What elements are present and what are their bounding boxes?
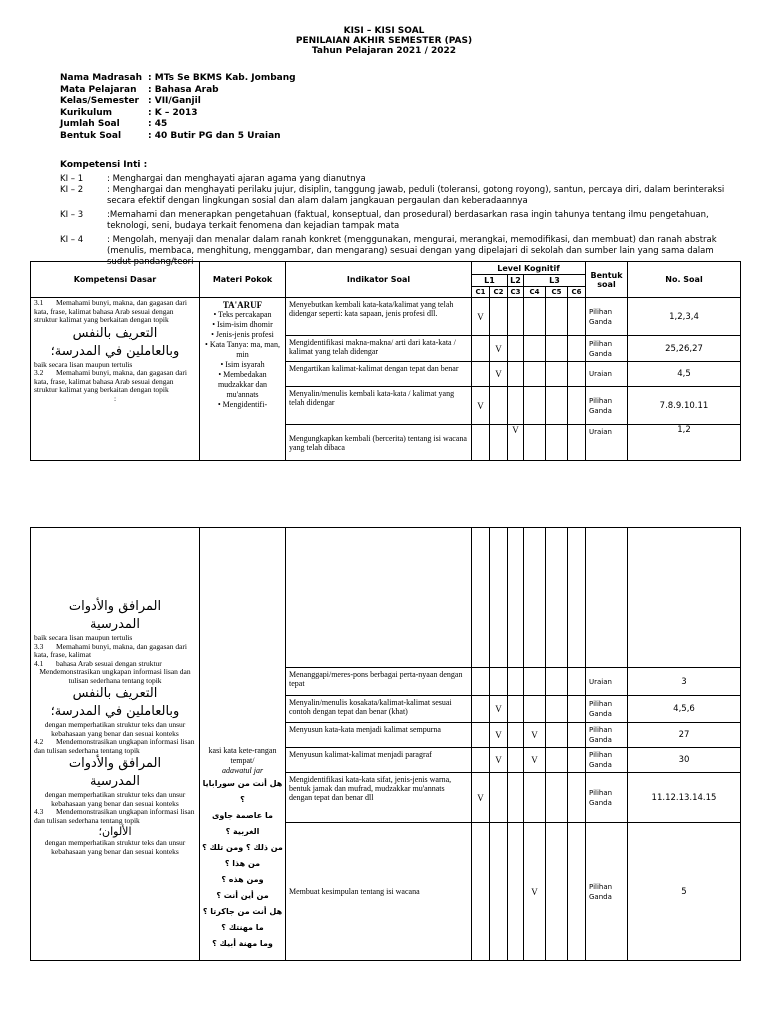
kd-arabic: التعريف بالنفس: [72, 325, 158, 341]
level-check: [490, 298, 508, 336]
materi-title: TA'ARUF: [222, 300, 263, 310]
ki-code: KI – 1: [60, 174, 84, 184]
kd-number: 4.1: [34, 658, 44, 668]
level-check: [546, 528, 568, 668]
level-check: [568, 528, 586, 668]
level-check: [524, 336, 546, 362]
kd-text: bahasa Arab sesuai dengan struktur: [56, 658, 162, 668]
info-label: Mata Pelajaran: [60, 84, 137, 95]
kd-number: 4.2: [34, 737, 44, 746]
level-check: [546, 773, 568, 823]
level-check: [508, 362, 524, 387]
info-value: : 40 Butir PG dan 5 Uraian: [148, 130, 281, 141]
kd-text: Memahami bunyi, makna, dan gagasan dari kata, frase, kalimat bahasa Arab sesuai dengan struktur kalimat yang berkaitan dengan topik: [34, 368, 188, 394]
level-check: [472, 748, 490, 773]
level-check: [546, 668, 568, 696]
indikator-cell: Menyusun kata-kata menjadi kalimat sempurna: [286, 723, 472, 748]
kd-number: 3.3: [34, 641, 44, 651]
level-check: [546, 696, 568, 723]
level-check: [472, 696, 490, 723]
level-check: [568, 823, 586, 961]
level-check: [490, 823, 508, 961]
level-check: [568, 748, 586, 773]
level-check: [568, 387, 586, 425]
kd-text: Memahami bunyi, makna, dan gagasan dari kata, frase, kalimat bahasa Arab sesuai dengan struktur kalimat yang berkaitan dengan topik: [34, 298, 188, 324]
bentuk-cell: Pilihan Ganda: [586, 298, 628, 336]
bentuk-cell: Pilihan Ganda: [586, 773, 628, 823]
nomor-cell: 4,5,6: [628, 696, 741, 723]
indikator-cell: [286, 528, 472, 668]
nomor-cell: 4,5: [628, 362, 741, 387]
level-check: [568, 298, 586, 336]
ki-code: KI – 4: [60, 235, 84, 245]
level-check: [546, 425, 568, 461]
level-check: [546, 748, 568, 773]
level-check: [568, 362, 586, 387]
level-check: V: [490, 336, 508, 362]
kd-arabic: المدرسية: [90, 617, 140, 632]
level-check: V: [472, 773, 490, 823]
level-check: [524, 773, 546, 823]
info-label: Nama Madrasah: [60, 73, 143, 83]
level-check: [546, 336, 568, 362]
nomor-cell: 3: [628, 668, 741, 696]
kd-cell: [31, 298, 200, 461]
bentuk-cell: Uraian: [586, 668, 628, 696]
level-check: [568, 425, 586, 461]
level-check: [568, 668, 586, 696]
bentuk-cell: [586, 528, 628, 668]
ki-row: [60, 210, 736, 232]
info-label: Kurikulum: [60, 107, 113, 118]
level-check: [490, 425, 508, 461]
header-materi: Materi Pokok: [200, 262, 286, 298]
kd-number: 3.2: [34, 368, 44, 377]
materi-cell: [200, 528, 286, 961]
table-row: [31, 528, 741, 668]
ki-text: :Memahami dan menerapkan pengetahuan (faktual, konseptual, dan prosedural) berdasarkan rasa ingin tahunya tentang ilmu pengetahuan, teknologi, seni, budaya terkait fenomena dan kejadian tampak mata: [107, 210, 709, 231]
kd-arabic: وبالعاملين في المدرسة؛: [50, 704, 180, 719]
doc-year: Tahun Pelajaran 2021 / 2022: [311, 46, 457, 56]
level-check: [508, 336, 524, 362]
level-check: [490, 528, 508, 668]
level-check: [546, 823, 568, 961]
level-check: [568, 773, 586, 823]
info-value: : MTs Se BKMS Kab. Jombang: [148, 73, 296, 83]
kd-arabic: التعريف بالنفس: [72, 686, 158, 701]
kd-arabic: المرافق والأدوات: [68, 599, 162, 614]
header-bentuk: Bentuk soal: [586, 262, 628, 298]
identity-block: [60, 73, 296, 142]
kd-text: dengan memperhatikan struktur teks dan unsur kebahasaan yang benar dan sesuai konteks: [44, 790, 186, 808]
materi-arabic: من أين أنت ؟: [216, 891, 269, 900]
level-check: [472, 336, 490, 362]
header-no: No. Soal: [628, 262, 741, 298]
level-check: [524, 387, 546, 425]
indikator-cell: Menyusun kalimat-kalimat menjadi paragraf: [286, 748, 472, 773]
level-check: [546, 723, 568, 748]
level-check: [546, 387, 568, 425]
level-check: [524, 696, 546, 723]
nomor-cell: 7.8.9.10.11: [628, 387, 741, 425]
nomor-cell: 25,26,27: [628, 336, 741, 362]
materi-arabic: ما عاصمة جاوى الغربية ؟: [211, 811, 273, 836]
kd-text: Mendemonstrasikan ungkapan informasi lisan dan tulisan sederhana tentang topik: [39, 667, 191, 685]
level-check: [508, 387, 524, 425]
level-check: [490, 387, 508, 425]
ki-text: : Menghargai dan menghayati ajaran agama yang dianutnya: [107, 174, 366, 184]
header-l1: L1: [472, 275, 508, 287]
ki-code: KI – 3: [60, 210, 84, 220]
kd-arabic: المرافق والأدوات: [68, 756, 162, 771]
indikator-cell: Mengungkapkan kembali (bercerita) tentang isi wacana yang telah dibaca: [286, 425, 472, 461]
materi-arabic: ما مهنتك ؟: [221, 923, 264, 932]
level-check: V: [472, 298, 490, 336]
level-check: V: [490, 748, 508, 773]
nomor-cell: 30: [628, 748, 741, 773]
kd-text: Mendemonstrasikan ungkapan informasi lisan dan tulisan sederhana tentang topik: [34, 737, 195, 755]
kd-text: dengan memperhatikan struktur teks dan unsur kebahasaan yang benar dan sesuai konteks: [44, 720, 186, 738]
level-check: [508, 773, 524, 823]
info-label: Jumlah Soal: [60, 119, 120, 129]
ki-heading: Kompetensi Inti :: [60, 160, 148, 170]
kd-text: dengan memperhatikan struktur teks dan unsur kebahasaan yang benar dan sesuai konteks: [44, 838, 186, 856]
level-check: [508, 528, 524, 668]
nomor-cell: 27: [628, 723, 741, 748]
level-check: V: [524, 823, 546, 961]
info-value: : VII/Ganjil: [148, 96, 201, 106]
indikator-cell: Mengidentifikasi makna-makna/ arti dari kata-kata / kalimat yang telah didengar: [286, 336, 472, 362]
kd-arabic: وبالعاملين في المدرسة؛: [50, 343, 180, 359]
kd-text: :: [113, 393, 117, 403]
header-c5: C5: [546, 287, 568, 298]
level-check: [508, 298, 524, 336]
doc-subtitle: PENILAIAN AKHIR SEMESTER (PAS): [295, 36, 473, 46]
materi-arabic: من ذلك ؟ ومن تلك ؟ من هذا ؟: [202, 843, 283, 868]
materi-item: • Mengidentifi-: [217, 400, 268, 409]
grid-table-1: [30, 261, 741, 461]
bentuk-cell: Uraian: [586, 362, 628, 387]
nomor-cell: 1,2,3,4: [628, 298, 741, 336]
bentuk-cell: Pilihan Ganda: [586, 748, 628, 773]
level-check: [472, 668, 490, 696]
materi-cell: [200, 298, 286, 461]
level-check: [508, 748, 524, 773]
materi-arabic: هل أنت من جاكرتا ؟: [202, 907, 283, 916]
header-l2: L2: [508, 275, 524, 287]
materi-item: • Teks percakapan: [213, 310, 272, 319]
info-value: : 45: [148, 119, 168, 129]
table-row: [31, 298, 741, 336]
level-check: [508, 823, 524, 961]
kd-number: 4.3: [34, 807, 44, 816]
kd-number: 3.1: [34, 298, 44, 307]
level-check: [546, 298, 568, 336]
level-check: [524, 425, 546, 461]
kd-cell: [31, 528, 200, 961]
level-check: [524, 528, 546, 668]
kd-text: baik secara lisan maupun tertulis: [34, 359, 133, 369]
indikator-cell: Menyalin/menulis kosakata/kalimat-kalimat sesuai contoh dengan tepat dan benar (khat): [286, 696, 472, 723]
materi-item: • Membedakan mudzakkar dan mu'annats: [217, 370, 268, 399]
bentuk-cell: Pilihan Ganda: [586, 723, 628, 748]
level-check: [472, 528, 490, 668]
nomor-cell: 11.12.13.14.15: [628, 773, 741, 823]
info-value: : Bahasa Arab: [148, 84, 219, 95]
level-check: V: [524, 723, 546, 748]
level-check: V: [508, 425, 524, 461]
level-check: [524, 362, 546, 387]
bentuk-cell: Pilihan Ganda: [586, 696, 628, 723]
level-check: [524, 298, 546, 336]
materi-item: • Isim-isim dhomir: [212, 320, 273, 329]
info-label: Kelas/Semester: [60, 96, 139, 106]
level-check: [508, 668, 524, 696]
indikator-cell: Mengidentifikasi kata-kata sifat, jenis-jenis warna, bentuk jamak dan mufrad, mudzakkar mu'annats dengan tepat dan benar dll: [286, 773, 472, 823]
kd-text: baik secara lisan maupun tertulis: [34, 633, 133, 642]
materi-item: • Kata Tanya: ma, man, min: [205, 340, 280, 359]
ki-row: [60, 185, 736, 207]
level-check: [490, 773, 508, 823]
kd-arabic: الألوان؛: [98, 825, 132, 838]
materi-text: adawatul jar: [221, 766, 264, 775]
indikator-cell: Membuat kesimpulan tentang isi wacana: [286, 823, 472, 961]
doc-title: KISI – KISI SOAL: [343, 26, 425, 36]
level-check: V: [490, 723, 508, 748]
header-c4: C4: [524, 287, 546, 298]
level-check: [508, 696, 524, 723]
level-check: [568, 696, 586, 723]
level-check: [472, 823, 490, 961]
materi-text: kasi kata kete-rangan tempat/: [208, 746, 277, 765]
level-check: [490, 668, 508, 696]
nomor-cell: 5: [628, 823, 741, 961]
ki-text: : Menghargai dan menghayati perilaku jujur, disiplin, tanggung jawab, peduli (toleransi, gotong royong), santun, percaya diri, dalam berinteraksi secara efektif dengan lingkungan sosial dan alam dalam jangkauan pergaulan dan keberadaannya: [107, 185, 725, 206]
bentuk-cell: Pilihan Ganda: [586, 823, 628, 961]
level-check: V: [490, 362, 508, 387]
header-indikator: Indikator Soal: [286, 262, 472, 298]
level-check: [508, 723, 524, 748]
nomor-cell: 1,2: [628, 425, 741, 461]
ki-row: [60, 174, 736, 185]
materi-arabic: هل أنت من سورابايا ؟: [202, 779, 283, 804]
level-check: V: [524, 748, 546, 773]
level-check: [568, 723, 586, 748]
grid-table-2: [30, 527, 741, 961]
ki-text: : Mengolah, menyaji dan menalar dalam ranah konkret (menggunakan, mengurai, merangkai, memodifikasi, dan membuat) dan ranah abstrak (menulis, membaca, menghitung, menggambar, dan mengarang) sesuai dengan yang dipelajari di sekolah dan sumber lain yang sama dalam sudut pandang/teori: [107, 235, 717, 267]
header-c6: C6: [568, 287, 586, 298]
ki-code: KI – 2: [60, 185, 84, 195]
bentuk-cell: Uraian: [586, 425, 628, 461]
header-c1: C1: [472, 287, 490, 298]
indikator-cell: Menyebutkan kembali kata-kata/kalimat yang telah didengar seperti: kata sapaan, jenis profesi dll.: [286, 298, 472, 336]
kd-text: Mendemonstrasikan ungkapan informasi lisan dan tulisan sederhana tentang topik: [34, 807, 195, 825]
bentuk-cell: Pilihan Ganda: [586, 336, 628, 362]
level-check: [472, 362, 490, 387]
indikator-cell: Mengartikan kalimat-kalimat dengan tepat dan benar: [286, 362, 472, 387]
bentuk-cell: Pilihan Ganda: [586, 387, 628, 425]
level-check: [472, 425, 490, 461]
kd-text: Memahami bunyi, makna, dan gagasan dari kata, frase, kalimat: [34, 641, 188, 659]
header-c3: C3: [508, 287, 524, 298]
level-check: [546, 362, 568, 387]
header-l3: L3: [524, 275, 586, 287]
kd-arabic: المدرسية: [90, 774, 140, 789]
level-check: [472, 723, 490, 748]
materi-arabic: وما مهنة أبيك ؟: [212, 939, 273, 948]
level-check: [524, 668, 546, 696]
header-level: Level Kognitif: [472, 262, 586, 275]
indikator-cell: Menyalin/menulis kembali kata-kata / kalimat yang telah didengar: [286, 387, 472, 425]
level-check: [568, 336, 586, 362]
info-label: Bentuk Soal: [60, 130, 122, 141]
header-kd: Kompetensi Dasar: [31, 262, 200, 298]
materi-item: • Isim isyarah: [220, 360, 265, 369]
materi-arabic: ومن هذه ؟: [221, 875, 264, 884]
level-check: V: [490, 696, 508, 723]
info-value: : K – 2013: [148, 107, 198, 118]
indikator-cell: Menanggapi/meres-pons berbagai perta-nyaan dengan tepat: [286, 668, 472, 696]
header-c2: C2: [490, 287, 508, 298]
materi-item: • Jenis-jenis profesi: [211, 330, 274, 339]
level-check: V: [472, 387, 490, 425]
nomor-cell: [628, 528, 741, 668]
